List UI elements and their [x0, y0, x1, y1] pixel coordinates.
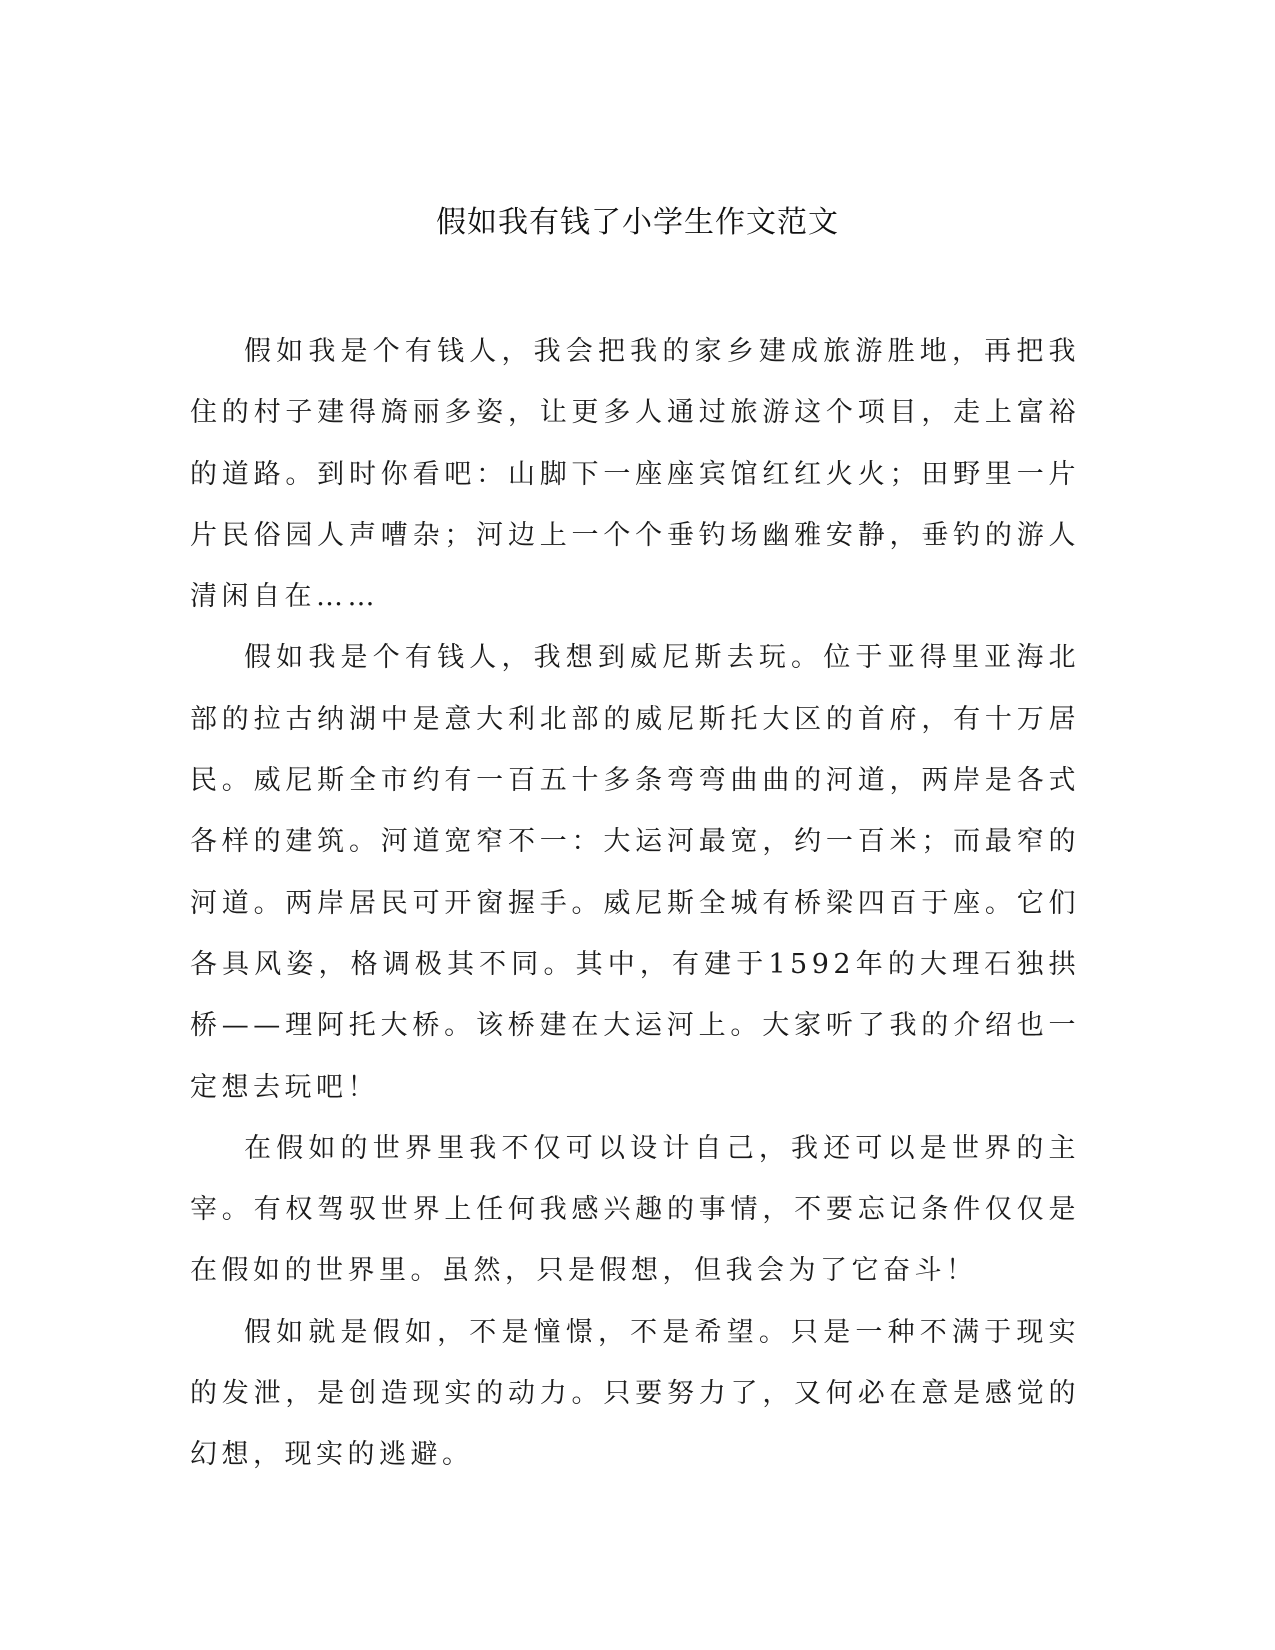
document-title: 假如我有钱了小学生作文范文: [436, 205, 839, 240]
paragraph-1: 假如我是个有钱人，我会把我的家乡建成旅游胜地，再把我住的村子建得旖丽多姿，让更多人通过旅游这个项目，走上富裕的道路。到时你看吧：山脚下一座座宾馆红红火火；田野里一片片民俗园人声嘈杂；河边上一个个垂钓场幽雅安静，垂钓的游人清闲自在……: [190, 336, 1080, 613]
paragraph-2: 假如我是个有钱人，我想到威尼斯去玩。位于亚得里亚海北部的拉古纳湖中是意大利北部的威尼斯托大区的首府，有十万居民。威尼斯全市约有一百五十多条弯弯曲曲的河道，两岸是各式各样的建筑。河道宽窄不一：大运河最宽，约一百米；而最窄的河道。两岸居民可开窗握手。威尼斯全城有桥梁四百于座。它们各具风姿，格调极其不同。其中，有建于1592年的大理石独拱桥——理阿托大桥。该桥建在大运河上。大家听了我的介绍也一定想去玩吧！: [190, 642, 1080, 1103]
paragraph-4: 假如就是假如，不是憧憬，不是希望。只是一种不满于现实的发泄，是创造现实的动力。只要努力了，又何必在意是感觉的幻想，现实的逃避。: [190, 1316, 1080, 1471]
paragraph-3: 在假如的世界里我不仅可以设计自己，我还可以是世界的主宰。有权驾驭世界上任何我感兴趣的事情，不要忘记条件仅仅是在假如的世界里。虽然，只是假想，但我会为了它奋斗！: [190, 1132, 1080, 1287]
document-body: [190, 321, 1080, 1486]
